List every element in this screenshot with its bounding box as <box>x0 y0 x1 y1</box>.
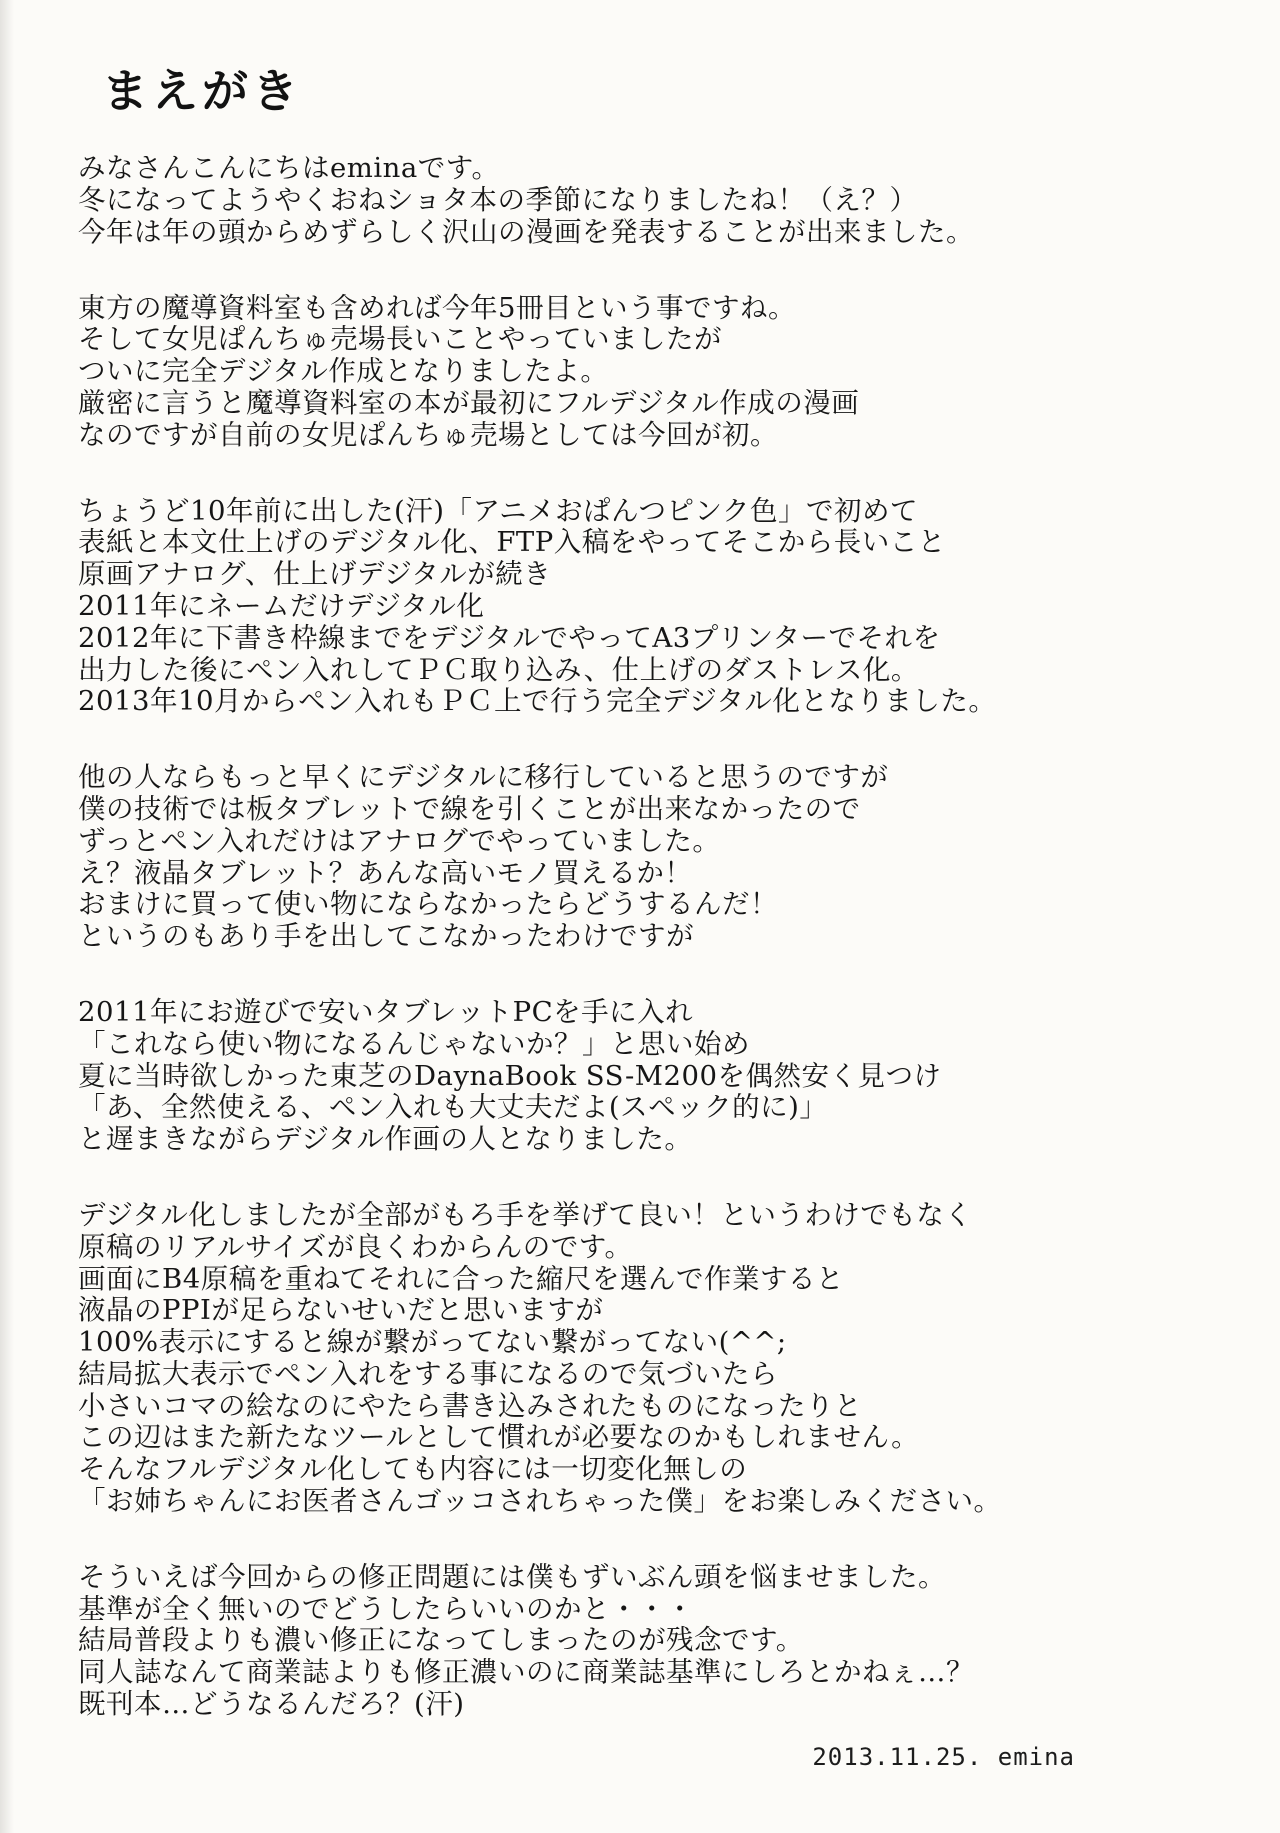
text-line: 夏に当時欲しかった東芝のDaynaBook SS-M200を偶然安く見つけ <box>78 1059 942 1092</box>
text-line: おまけに買って使い物にならなかったらどうするんだ！ <box>78 888 778 921</box>
text-line: そんなフルデジタル化しても内容には一切変化無しの <box>78 1453 748 1486</box>
paragraph <box>78 762 1240 953</box>
text-line: ついに完全デジタル作成となりましたよ。 <box>78 355 609 388</box>
text-line: なのですが自前の女児ぱんちゅ売場としては今回が初。 <box>78 418 778 451</box>
paragraph <box>78 153 1240 248</box>
text-line: 画面にB4原稿を重ねてそれに合った縮尺を選んで作業すると <box>78 1262 845 1295</box>
text-line: みなさんこんにちはeminaです。 <box>78 152 500 185</box>
text-line: 僕の技術では板タブレットで線を引くことが出来なかったので <box>78 792 861 825</box>
text-line: 小さいコマの絵なのにやたら書き込みされたものになったりと <box>78 1389 862 1422</box>
text-line: そういえば今回からの修正問題には僕もずいぶん頭を悩ませました。 <box>78 1560 946 1593</box>
text-line: ちょうど10年前に出した(汗)「アニメおぱんつピンク色」で初めて <box>78 494 918 527</box>
paragraph <box>78 1200 1240 1518</box>
paragraph <box>78 1562 1240 1721</box>
text-line: デジタル化しましたが全部がもろ手を挙げて良い！というわけでもなく <box>78 1198 973 1231</box>
text-line: そして女児ぱんちゅ売場長いことやっていましたが <box>78 323 722 356</box>
text-line: この辺はまた新たなツールとして慣れが必要なのかもしれません。 <box>78 1421 920 1454</box>
text-line: 2012年に下書き枠線までをデジタルでやってA3プリンターでそれを <box>78 621 941 654</box>
date-signature: 2013.11.25. emina <box>812 1742 1075 1771</box>
text-line: 原画アナログ、仕上げデジタルが続き <box>78 558 552 591</box>
text-line: というのもあり手を出してこなかったわけですが <box>78 920 694 953</box>
body-text <box>78 153 1240 1721</box>
text-line: と遅まきながらデジタル作画の人となりました。 <box>78 1123 693 1156</box>
text-line: 同人誌なんて商業誌よりも修正濃いのに商業誌基準にしろとかねぇ…？ <box>78 1656 974 1689</box>
scan-edge-artifact <box>0 0 14 1833</box>
text-line: ずっとペン入れだけはアナログでやっていました。 <box>78 824 721 857</box>
page-title: まえがき <box>102 64 302 118</box>
text-line: え？液晶タブレット？あんな高いモノ買えるか！ <box>78 856 693 889</box>
text-line: 厳密に言うと魔導資料室の本が最初にフルデジタル作成の漫画 <box>78 386 860 419</box>
paragraph <box>78 293 1240 452</box>
text-line: 出力した後にペン入れしてＰＣ取り込み、仕上げのダストレス化。 <box>78 653 919 686</box>
paragraph <box>78 997 1240 1156</box>
text-line: 2013年10月からペン入れもＰＣ上で行う完全デジタル化となりました。 <box>78 685 997 718</box>
text-line: 液晶のPPIが足らないせいだと思いますが <box>78 1294 604 1327</box>
text-line: 「あ、全然使える、ペン入れも大丈夫だよ(スペック的に)」 <box>78 1091 828 1124</box>
text-line: 表紙と本文仕上げのデジタル化、FTP入稿をやってそこから長いこと <box>78 526 946 559</box>
text-line: 結局拡大表示でペン入れをする事になるので気づいたら <box>78 1357 778 1390</box>
paragraph <box>78 496 1240 719</box>
text-line: 結局普段よりも濃い修正になってしまったのが残念です。 <box>78 1624 804 1657</box>
text-line: 東方の魔導資料室も含めれば今年5冊目という事ですね。 <box>78 291 796 324</box>
text-line: 「これなら使い物になるんじゃないか？」と思い始め <box>78 1027 750 1060</box>
text-line: 冬になってようやくおねショタ本の季節になりましたね！（え？） <box>78 183 918 216</box>
text-line: 2011年にお遊びで安いタブレットPCを手に入れ <box>78 995 694 1028</box>
text-line: 原稿のリアルサイズが良くわからんのです。 <box>78 1230 633 1263</box>
text-line: 100%表示にすると線が繋がってない繋がってない(^^; <box>78 1326 787 1359</box>
text-line: 2011年にネームだけデジタル化 <box>78 589 485 622</box>
text-line: 今年は年の頭からめずらしく沢山の漫画を発表することが出来ました。 <box>78 215 974 248</box>
text-line: 基準が全く無いのでどうしたらいいのかと・・・ <box>78 1592 694 1625</box>
page-content <box>78 64 1240 1771</box>
text-line: 「お姉ちゃんにお医者さんゴッコされちゃった僕」をお楽しみください。 <box>78 1485 1002 1518</box>
text-line: 既刊本…どうなるんだろ？(汗) <box>78 1688 465 1721</box>
text-line: 他の人ならもっと早くにデジタルに移行していると思うのですが <box>78 761 889 794</box>
